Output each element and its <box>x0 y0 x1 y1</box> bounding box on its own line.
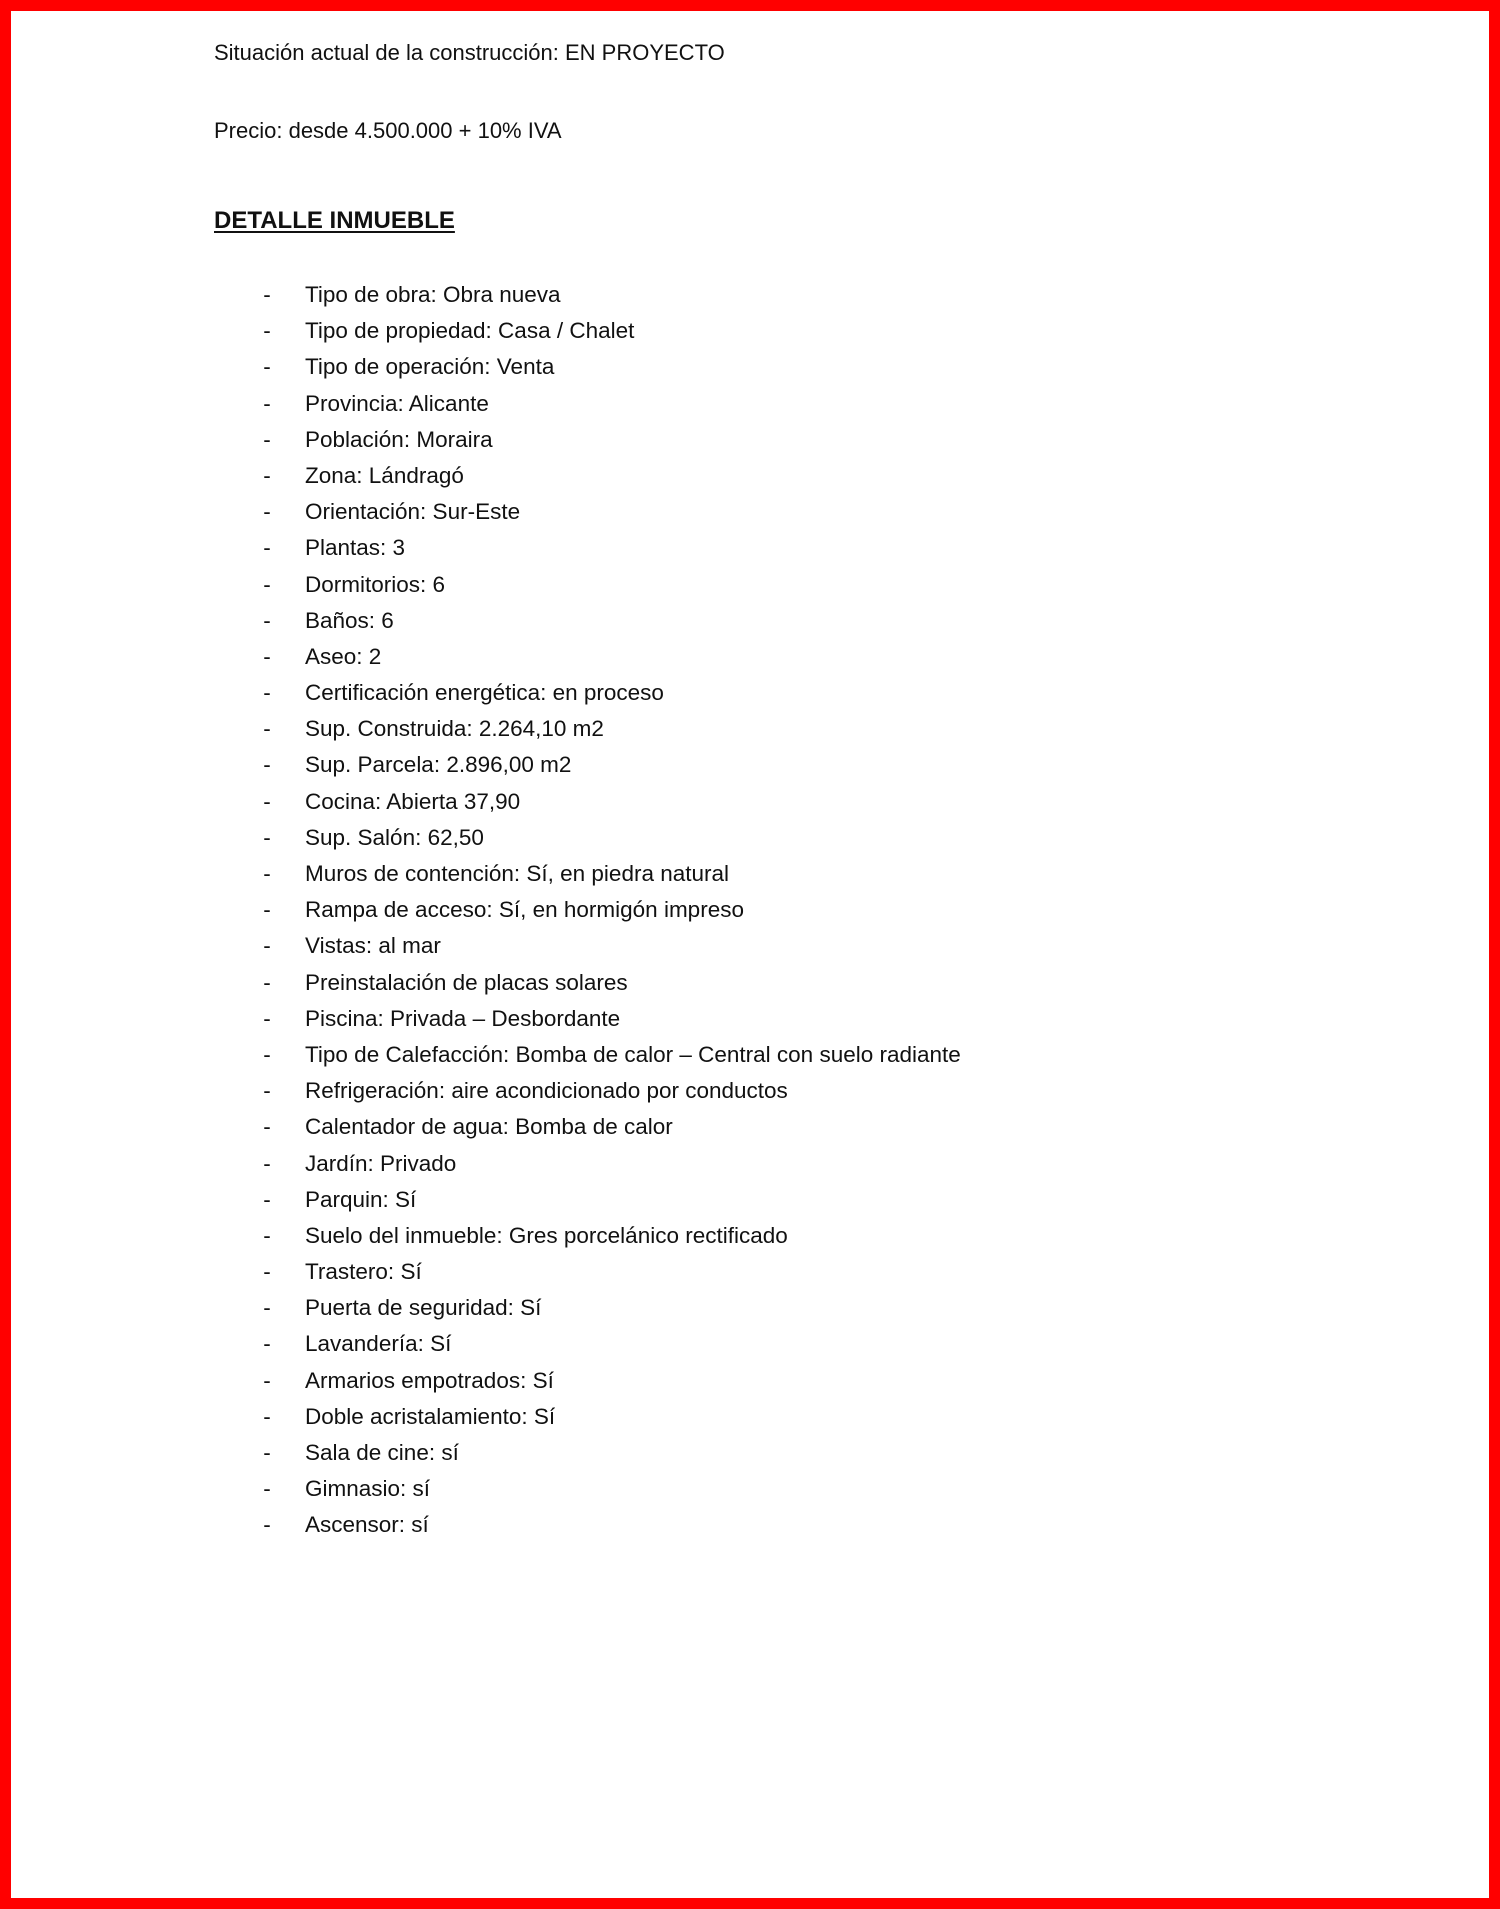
list-bullet: - <box>263 1367 271 1393</box>
detail-text: Parquin: Sí <box>305 1186 417 1212</box>
list-bullet: - <box>263 607 271 633</box>
list-bullet: - <box>263 1005 271 1031</box>
list-bullet: - <box>263 1078 271 1104</box>
list-bullet: - <box>263 571 271 597</box>
list-bullet: - <box>263 1041 271 1067</box>
detail-text: Tipo de propiedad: Casa / Chalet <box>305 318 635 344</box>
list-bullet: - <box>263 1222 271 1248</box>
detail-text: Muros de contención: Sí, en piedra natural <box>305 861 730 886</box>
list-bullet: - <box>263 824 271 850</box>
detail-text: Tipo de Calefacción: Bomba de calor – Central con suelo radiante <box>305 1041 961 1067</box>
detail-text: Sup. Salón: 62,50 <box>305 824 484 850</box>
detail-text: Provincia: Alicante <box>305 390 489 416</box>
detail-text: Tipo de operación: Venta <box>305 354 555 380</box>
list-bullet: - <box>263 1295 271 1321</box>
detail-text: Lavandería: Sí <box>305 1331 452 1357</box>
list-bullet: - <box>263 1150 271 1176</box>
list-bullet: - <box>263 354 271 380</box>
detail-text: Trastero: Sí <box>305 1259 422 1285</box>
list-bullet: - <box>263 1476 271 1502</box>
price-line: Precio: desde 4.500.000 + 10% IVA <box>214 118 562 143</box>
detail-text: Puerta de seguridad: Sí <box>305 1295 542 1321</box>
detail-text: Orientación: Sur-Este <box>305 499 521 525</box>
list-bullet: - <box>263 462 271 488</box>
detail-text: Certificación energética: en proceso <box>305 680 664 706</box>
detail-text: Ascensor: sí <box>305 1512 429 1538</box>
detail-text: Calentador de agua: Bomba de calor <box>305 1114 673 1140</box>
detail-text: Población: Moraira <box>305 426 493 452</box>
list-bullet: - <box>263 1403 271 1429</box>
list-bullet: - <box>263 933 271 959</box>
detail-text: Armarios empotrados: Sí <box>305 1367 554 1393</box>
detail-text: Tipo de obra: Obra nueva <box>305 282 561 307</box>
detail-text: Sup. Construida: 2.264,10 m2 <box>305 716 604 742</box>
list-bullet: - <box>263 716 271 742</box>
list-bullet: - <box>263 643 271 669</box>
detail-text: Piscina: Privada – Desbordante <box>305 1005 621 1031</box>
list-bullet: - <box>263 318 271 344</box>
list-bullet: - <box>263 282 271 307</box>
detail-text: Baños: 6 <box>305 607 394 633</box>
list-bullet: - <box>263 897 271 923</box>
list-bullet: - <box>263 1114 271 1140</box>
list-bullet: - <box>263 788 271 814</box>
list-bullet: - <box>263 861 271 886</box>
detail-text: Suelo del inmueble: Gres porcelánico rectificado <box>305 1222 788 1248</box>
list-bullet: - <box>263 499 271 525</box>
list-bullet: - <box>263 426 271 452</box>
detail-text: Sup. Parcela: 2.896,00 m2 <box>305 752 572 778</box>
detail-text: Vistas: al mar <box>305 933 441 959</box>
detail-text: Dormitorios: 6 <box>305 571 446 597</box>
detail-text: Gimnasio: sí <box>305 1476 431 1502</box>
section-heading: DETALLE INMUEBLE <box>214 207 455 234</box>
detail-text: Refrigeración: aire acondicionado por conductos <box>305 1078 788 1104</box>
list-bullet: - <box>263 535 271 561</box>
list-bullet: - <box>263 752 271 778</box>
detail-text: Preinstalación de placas solares <box>305 969 628 995</box>
construction-status: Situación actual de la construcción: EN PROYECTO <box>214 40 725 65</box>
list-bullet: - <box>263 1186 271 1212</box>
list-bullet: - <box>263 390 271 416</box>
list-bullet: - <box>263 1331 271 1357</box>
detail-text: Cocina: Abierta 37,90 <box>305 788 521 814</box>
list-bullet: - <box>263 969 271 995</box>
detail-text: Rampa de acceso: Sí, en hormigón impreso <box>305 897 744 923</box>
detail-text: Aseo: 2 <box>305 643 382 669</box>
list-bullet: - <box>263 1259 271 1285</box>
detail-text: Plantas: 3 <box>305 535 406 561</box>
list-bullet: - <box>263 1440 271 1465</box>
detail-text: Jardín: Privado <box>305 1150 457 1176</box>
detail-text: Doble acristalamiento: Sí <box>305 1403 556 1429</box>
list-bullet: - <box>263 680 271 706</box>
detail-text: Zona: Lándragó <box>305 462 464 488</box>
detail-text: Sala de cine: sí <box>305 1440 459 1465</box>
list-bullet: - <box>263 1512 271 1538</box>
